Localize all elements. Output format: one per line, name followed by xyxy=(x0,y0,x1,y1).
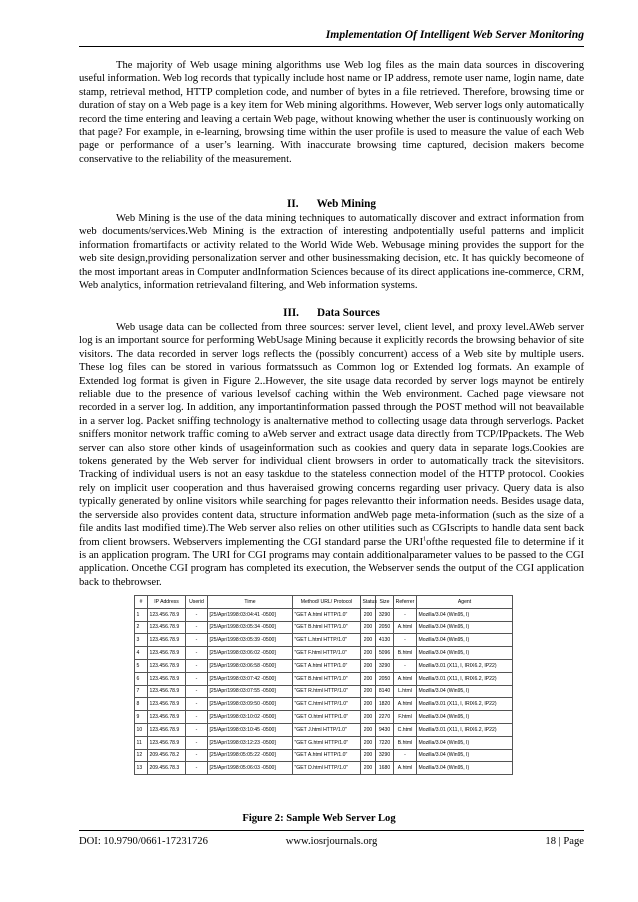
table-cell: Mozilla/3.04 (Win95, I) xyxy=(417,634,513,647)
table-row xyxy=(135,723,513,736)
table-cell: - xyxy=(186,762,208,775)
table-cell: 7220 xyxy=(376,736,394,749)
section-data-sources xyxy=(79,305,584,589)
table-cell: [25/Apr/1998:03:05:34 -0500] xyxy=(208,621,293,634)
table-cell: 200 xyxy=(361,621,376,634)
table-cell: F.html xyxy=(394,711,417,724)
table-cell: 3290 xyxy=(376,749,394,762)
web-mining-paragraph: Web Mining is the use of the data mining techniques to automatically discover and extract information from web documents/services.Web Mining is the extraction of interesting andpotentially useful patterns and implicit information fromartifacts or activity related to the World Wide Web. Webusage mining provides the support for the web site design,providing personalization server and other businessmaking decision, etc. It has quickly becomeone of the most important areas in Computer andInformation Sciences because of its direct applications ine-commerce, CRM, Web analytics, information retrievaland filtering, and Web information systems. xyxy=(79,213,584,292)
table-cell: - xyxy=(186,711,208,724)
table-cell: 200 xyxy=(361,711,376,724)
table-cell: B.html xyxy=(394,736,417,749)
table-cell: 200 xyxy=(361,659,376,672)
column-header: Userid xyxy=(186,596,208,609)
table-body xyxy=(135,608,513,774)
table-cell: 123.456.78.9 xyxy=(148,723,186,736)
table-row xyxy=(135,698,513,711)
table-cell: A.html xyxy=(394,621,417,634)
table-cell: Mozilla/3.04 (Win95, I) xyxy=(417,762,513,775)
table-cell: 200 xyxy=(361,749,376,762)
table-row xyxy=(135,634,513,647)
table-cell: - xyxy=(186,608,208,621)
table-row xyxy=(135,659,513,672)
table-cell: 123.456.78.9 xyxy=(148,736,186,749)
column-header: Status xyxy=(361,596,376,609)
table-cell: 4130 xyxy=(376,634,394,647)
table-cell: - xyxy=(186,634,208,647)
table-cell: - xyxy=(394,749,417,762)
table-cell: 123.456.78.9 xyxy=(148,634,186,647)
intro-block xyxy=(79,59,584,166)
table-cell: - xyxy=(186,647,208,660)
table-cell: 3 xyxy=(135,634,148,647)
table-cell: 3290 xyxy=(376,659,394,672)
running-header: Implementation Of Intelligent Web Server Monitoring xyxy=(325,28,584,41)
table-cell: 200 xyxy=(361,698,376,711)
section-heading-web-mining xyxy=(79,196,584,212)
table-cell: A.html xyxy=(394,762,417,775)
table-cell: 200 xyxy=(361,634,376,647)
table-cell: 4 xyxy=(135,647,148,660)
section-heading-data-sources xyxy=(79,305,584,321)
table-cell: 200 xyxy=(361,647,376,660)
table-cell: [25/Apr/1998:03:05:39 -0500] xyxy=(208,634,293,647)
table-row xyxy=(135,608,513,621)
table-cell: - xyxy=(186,659,208,672)
table-cell: Mozilla/3.04 (Win95, I) xyxy=(417,647,513,660)
table-cell: 200 xyxy=(361,672,376,685)
table-cell: "GET A.html HTTP/1.0" xyxy=(293,659,361,672)
table-cell: 123.456.78.9 xyxy=(148,711,186,724)
table-cell: "GET G.html HTTP/1.0" xyxy=(293,736,361,749)
table-cell: 209.456.78.2 xyxy=(148,749,186,762)
table-cell: "GET B.html HTTP/1.0" xyxy=(293,621,361,634)
table-cell: - xyxy=(186,621,208,634)
table-cell: 123.456.78.9 xyxy=(148,685,186,698)
table-cell: [25/Apr/1998:05:05:22 -0500] xyxy=(208,749,293,762)
table-cell: 5 xyxy=(135,659,148,672)
table-cell: Mozilla/3.01 (X11, I, IRIX6.2, IP22) xyxy=(417,723,513,736)
table-cell: - xyxy=(186,723,208,736)
column-header: Time xyxy=(208,596,293,609)
table-cell: 1680 xyxy=(376,762,394,775)
table-cell: L.html xyxy=(394,685,417,698)
table-cell: 8140 xyxy=(376,685,394,698)
table-cell: - xyxy=(186,685,208,698)
table-row xyxy=(135,621,513,634)
table-header-row xyxy=(135,596,513,609)
table-cell: - xyxy=(394,608,417,621)
section-title: Web Mining xyxy=(316,198,376,210)
table-cell: [25/Apr/1998:03:06:02 -0500] xyxy=(208,647,293,660)
section-number: II. xyxy=(287,198,299,210)
footer-site: www.iosrjournals.org xyxy=(285,836,378,847)
table-cell: "GET C.html HTTP/1.0" xyxy=(293,698,361,711)
table-cell: - xyxy=(394,659,417,672)
table-cell: - xyxy=(186,736,208,749)
table-cell: - xyxy=(186,672,208,685)
table-cell: 8 xyxy=(135,698,148,711)
table-cell: 2050 xyxy=(376,672,394,685)
table-cell: "GET B.html HTTP/1.0" xyxy=(293,672,361,685)
data-sources-text-part2: ofthe requested file to determine if it is an application program. The URI for CGI programs may contain additionalparameter values to be passed to the CGI application. Oncethe CGI program has completed its execution, the Webserver sends the output of the CGI application back to thebrowser. xyxy=(79,536,584,588)
table-cell: 13 xyxy=(135,762,148,775)
table-row xyxy=(135,749,513,762)
table-cell: A.html xyxy=(394,698,417,711)
table-cell: "GET A.html HTTP/1.0" xyxy=(293,608,361,621)
table-row xyxy=(135,672,513,685)
table-cell: 209.456.78.3 xyxy=(148,762,186,775)
table-cell: 2270 xyxy=(376,711,394,724)
footer-rule xyxy=(79,830,584,831)
figure-2 xyxy=(134,595,512,775)
column-header: Size xyxy=(376,596,394,609)
table-cell: Mozilla/3.04 (Win95, I) xyxy=(417,685,513,698)
column-header: Agent xyxy=(417,596,513,609)
table-cell: 2 xyxy=(135,621,148,634)
column-header: Method/ URL/ Protocol xyxy=(293,596,361,609)
table-cell: B.html xyxy=(394,647,417,660)
table-cell: - xyxy=(394,634,417,647)
column-header: # xyxy=(135,596,148,609)
section-title: Data Sources xyxy=(316,307,380,319)
column-header: IP Address xyxy=(148,596,186,609)
data-sources-text-part1: Web usage data can be collected from three sources: server level, client level, and proxy level.AWeb server log is an important source for performing WebUsage Mining because it explicitly records the browsing behavior of site visitors. The data recorded in server logs reflects the (possibly concurrent) access of a Web site by multiple users. These log files can be stored in various formatssuch as Common log or Extended log formats. An example of Extended log format is given in Figure 2..However, the site usage data recorded by server logs maynot be entirely reliable due to the presence of various levelsof caching within the Web environment. Cached page viewsare not recorded in a server log. In addition, any importantinformation passed through the POST method will not beavailable in a server log. Packet sniffing technology is analternative method to collecting usage data through serverlogs. Packet sniffers monitor network traffic coming to aWeb server and extract usage data directly from TCP/IPpackets. The Web server can also store other kinds of usageinformation such as cookies and query data in separate logs.Cookies are tokens generated by the Web server for individual client browsers in order to automatically track the sitevisitors. Tracking of individual users is not an easy taskdue to the stateless connection model of the HTTP protocol. Cookies rely on implicit user cooperation and thus haveraised growing concerns regarding user privacy. Query data is also typically generated by online visitors while searching for pages relevantto their information needs. Besides usage data, the serverside also provides content data, structure information andWeb page meta-information (such as the size of a file andits last modified time).The Web server also relies on other utilities such as CGIscripts to handle data sent back from client browsers. Webservers implementing the CGI standard parse the URI xyxy=(79,322,584,548)
table-cell: 10 xyxy=(135,723,148,736)
table-cell: [25/Apr/1998:03:09:50 -0500] xyxy=(208,698,293,711)
table-row xyxy=(135,736,513,749)
table-cell: 9 xyxy=(135,711,148,724)
intro-paragraph: The majority of Web usage mining algorithms use Web log files as the main data sources in discovering useful information. Web log records that typically include host name or IP address, remote user name, login name, date stamp, retrieval method, HTTP completion code, and number of bytes in a file retrieved. Therefore, browsing time or duration of stay on a Web page is a key item for Web mining algorithms. However, Web server logs only automatically record the time entering and leaving a certain Web page, without knowing whether the user is continuously working on that page? For example, in e-learning, browsing time within the user profile is used to measure the value of each Web page or performance of a user’s learning. With inaccurate browsing time captured, decision makers become conservative to the reliability of the measurement. xyxy=(79,60,584,165)
table-cell: Mozilla/3.04 (Win95, I) xyxy=(417,711,513,724)
table-cell: [25/Apr/1998:03:04:41 -0500] xyxy=(208,608,293,621)
table-cell: 123.456.78.9 xyxy=(148,659,186,672)
table-cell: Mozilla/3.04 (Win95, I) xyxy=(417,608,513,621)
table-cell: 200 xyxy=(361,723,376,736)
table-cell: - xyxy=(186,749,208,762)
table-cell: [25/Apr/1998:03:10:02 -0500] xyxy=(208,711,293,724)
table-cell: [25/Apr/1998:03:10:45 -0500] xyxy=(208,723,293,736)
uri-footnote-marker: 1 xyxy=(423,535,427,542)
table-cell: 200 xyxy=(361,685,376,698)
table-cell: [25/Apr/1998:03:12:23 -0500] xyxy=(208,736,293,749)
data-sources-paragraph xyxy=(79,321,584,589)
table-cell: [25/Apr/1998:03:07:42 -0500] xyxy=(208,672,293,685)
table-cell: Mozilla/3.04 (Win95, I) xyxy=(417,621,513,634)
table-cell: 123.456.78.9 xyxy=(148,647,186,660)
footer-doi: DOI: 10.9790/0661-17231726 xyxy=(79,836,208,847)
table-cell: "GET O.html HTTP/1.0" xyxy=(293,711,361,724)
table-cell: "GET J.html HTTP/1.0" xyxy=(293,723,361,736)
table-row xyxy=(135,685,513,698)
table-cell: Mozilla/3.01 (X11, I, IRIX6.2, IP22) xyxy=(417,659,513,672)
section-web-mining xyxy=(79,196,584,292)
table-cell: 5096 xyxy=(376,647,394,660)
web-server-log-table xyxy=(134,595,513,775)
table-cell: Mozilla/3.01 (X11, I, IRIX6.2, IP22) xyxy=(417,672,513,685)
header-rule xyxy=(79,46,584,47)
table-cell: "GET F.html HTTP/1.0" xyxy=(293,647,361,660)
table-cell: [25/Apr/1998:03:07:55 -0500] xyxy=(208,685,293,698)
table-cell: 123.456.78.9 xyxy=(148,608,186,621)
table-cell: "GET L.html HTTP/1.0" xyxy=(293,634,361,647)
table-cell: 123.456.78.9 xyxy=(148,698,186,711)
column-header: Referrer xyxy=(394,596,417,609)
table-cell: 200 xyxy=(361,762,376,775)
table-cell: 6 xyxy=(135,672,148,685)
table-row xyxy=(135,711,513,724)
section-number: III. xyxy=(283,307,299,319)
footer-page-number: 18 | Page xyxy=(545,836,584,847)
table-cell: Mozilla/3.04 (Win95, I) xyxy=(417,749,513,762)
table-cell: 123.456.78.9 xyxy=(148,621,186,634)
table-row xyxy=(135,647,513,660)
table-cell: [25/Apr/1998:05:06:03 -0500] xyxy=(208,762,293,775)
table-row xyxy=(135,762,513,775)
table-cell: Mozilla/3.01 (X11, I, IRIX6.2, IP22) xyxy=(417,698,513,711)
table-cell: "GET A.html HTTP/1.0" xyxy=(293,749,361,762)
table-cell: 1 xyxy=(135,608,148,621)
table-cell: Mozilla/3.04 (Win95, I) xyxy=(417,736,513,749)
table-cell: [25/Apr/1998:03:06:58 -0500] xyxy=(208,659,293,672)
table-cell: A.html xyxy=(394,672,417,685)
table-cell: 7 xyxy=(135,685,148,698)
table-cell: "GET D.html HTTP/1.0" xyxy=(293,762,361,775)
table-cell: 2050 xyxy=(376,621,394,634)
table-cell: 200 xyxy=(361,736,376,749)
table-cell: 3290 xyxy=(376,608,394,621)
table-cell: 12 xyxy=(135,749,148,762)
table-cell: 123.456.78.9 xyxy=(148,672,186,685)
figure-caption: Figure 2: Sample Web Server Log xyxy=(242,813,396,824)
table-cell: "GET R.html HTTP/1.0" xyxy=(293,685,361,698)
table-cell: 1820 xyxy=(376,698,394,711)
table-cell: - xyxy=(186,698,208,711)
table-cell: 9430 xyxy=(376,723,394,736)
table-cell: 200 xyxy=(361,608,376,621)
table-cell: 11 xyxy=(135,736,148,749)
table-cell: C.html xyxy=(394,723,417,736)
page-footer xyxy=(79,836,584,850)
